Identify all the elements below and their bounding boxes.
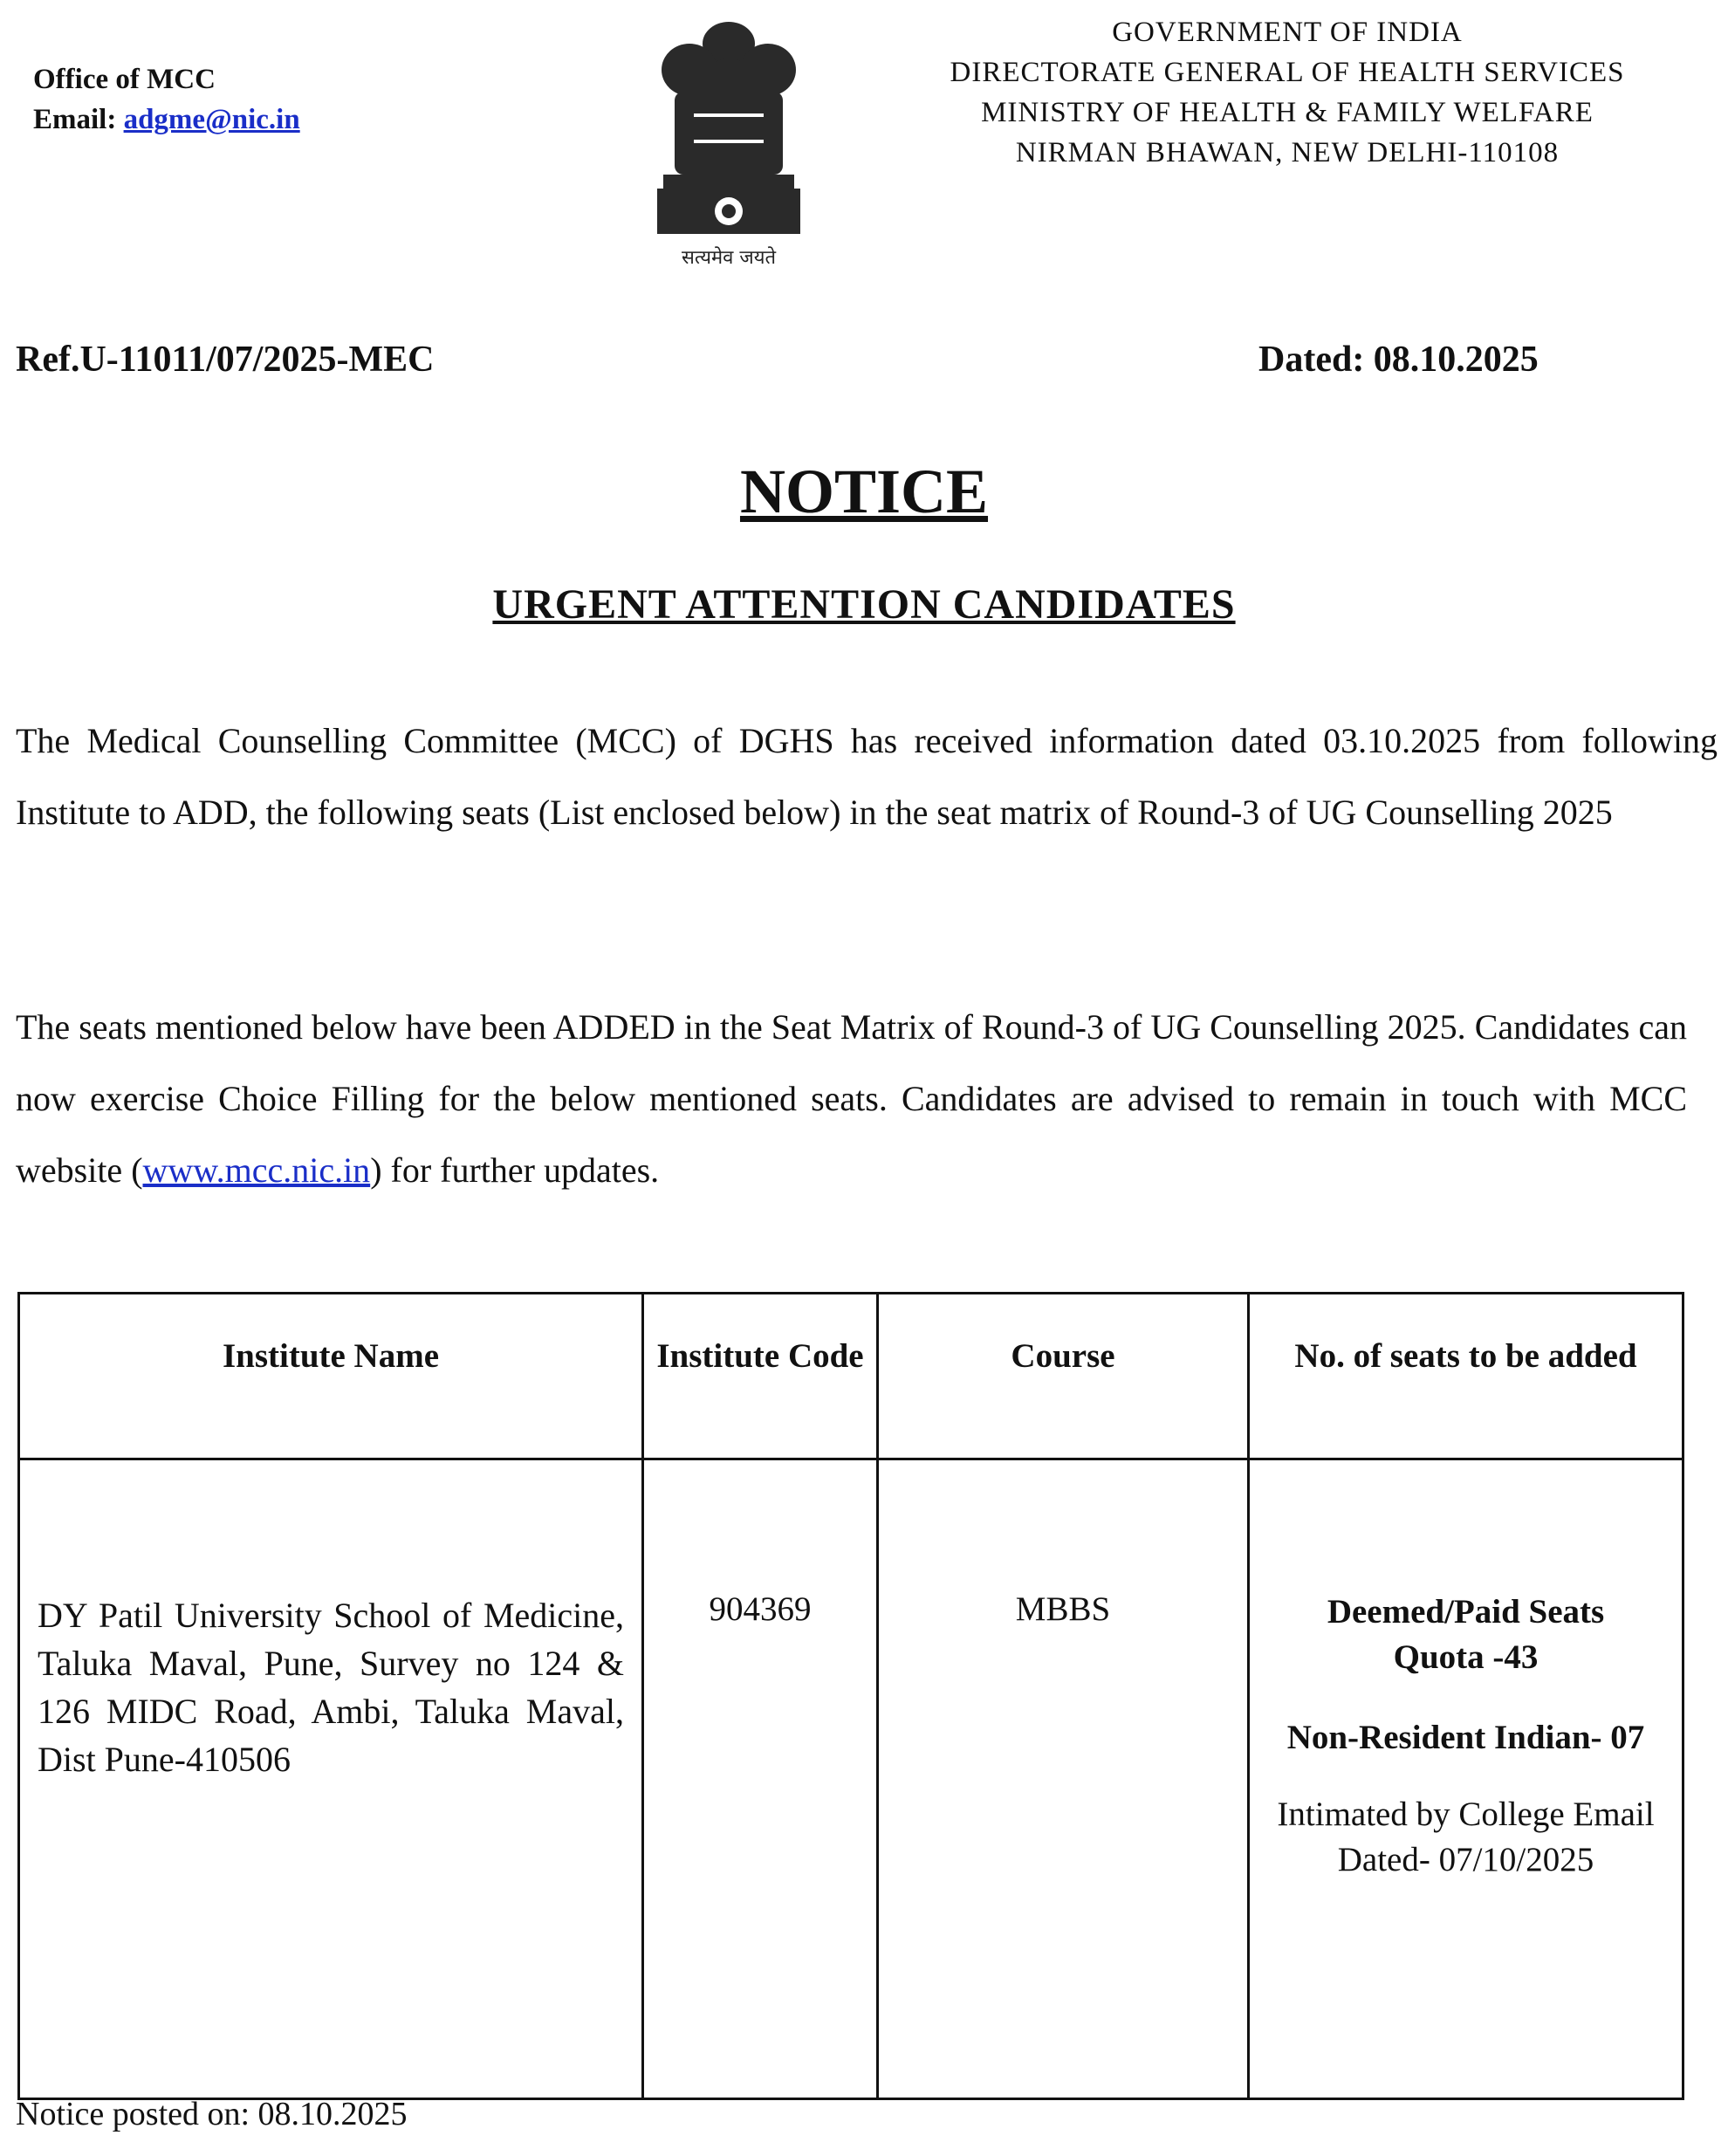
table-row (19, 1459, 1683, 2099)
cell-institute-code: 904369 (643, 1459, 878, 2099)
gov-line: DIRECTORATE GENERAL OF HEALTH SERVICES (950, 57, 1625, 88)
posted-on: Notice posted on: 08.10.2025 (16, 2096, 408, 2132)
gov-line: GOVERNMENT OF INDIA (1112, 17, 1463, 48)
gov-line: MINISTRY OF HEALTH & FAMILY WELFARE (981, 97, 1594, 128)
table-header-row (19, 1294, 1683, 1459)
office-email-line (33, 100, 300, 140)
seats-nri-text: Non-Resident Indian- 07 (1286, 1719, 1645, 1756)
notice-date: Dated: 08.10.2025 (1258, 340, 1539, 380)
government-header (881, 12, 1693, 173)
header-institute-name: Institute Name (19, 1294, 643, 1459)
office-name: Office of MCC (33, 64, 216, 95)
mcc-website-link[interactable]: www.mcc.nic.in (142, 1150, 371, 1190)
state-emblem (641, 9, 816, 271)
gov-line: NIRMAN BHAWAN, NEW DELHI-110108 (1015, 137, 1560, 168)
page-subtitle (0, 580, 1728, 628)
seat-table (17, 1292, 1684, 2100)
paragraph-intro: The Medical Counselling Committee (MCC) of DGHS has received information dated 03.10.2025 from following Institute to ADD, the following seats (List enclosed below) in the seat matrix of Round-3 of UG Counselling 2025 (16, 721, 1718, 832)
cell-course: MBBS (878, 1459, 1249, 2099)
paragraph-text: The seats mentioned below have been ADDED in the Seat Matrix of Round-3 of UG Counselling 2025. Candidates can now exercise Choice Filling for the below mentioned seats. Candidates are advised to remain in touch with MCC website ( (16, 1007, 1687, 1190)
email-label: Email: (33, 104, 117, 135)
seats-deemed (1251, 1590, 1681, 1680)
email-link[interactable]: adgme@nic.in (123, 104, 300, 135)
cell-seats (1249, 1459, 1683, 2099)
page-title (0, 456, 1728, 528)
seats-deemed-text: Deemed/Paid Seats Quota -43 (1327, 1593, 1605, 1676)
seats-intimation: Intimated by College Email Dated- 07/10/2025 (1277, 1796, 1655, 1878)
page-title-text: NOTICE (739, 457, 989, 526)
reference-number: Ref.U-11011/07/2025-MEC (16, 340, 435, 380)
cell-institute-name: DY Patil University School of Medicine, Taluka Maval, Pune, Survey no 124 & 126 MIDC Road, Ambi, Taluka Maval, Dist Pune-410506 (19, 1459, 643, 2099)
paragraph-text: ) for further updates. (370, 1150, 660, 1190)
emblem-motto: सत्यमेव जयते (681, 247, 777, 269)
paragraph-seats-added (16, 992, 1687, 1206)
page-subtitle-text: URGENT ATTENTION CANDIDATES (492, 581, 1236, 628)
office-block (33, 59, 300, 140)
header-institute-code: Institute Code (643, 1294, 878, 1459)
header-seats-added: No. of seats to be added (1249, 1294, 1683, 1459)
emblem-icon (641, 9, 816, 271)
header-course: Course (878, 1294, 1249, 1459)
seats-nri (1251, 1715, 1681, 1761)
